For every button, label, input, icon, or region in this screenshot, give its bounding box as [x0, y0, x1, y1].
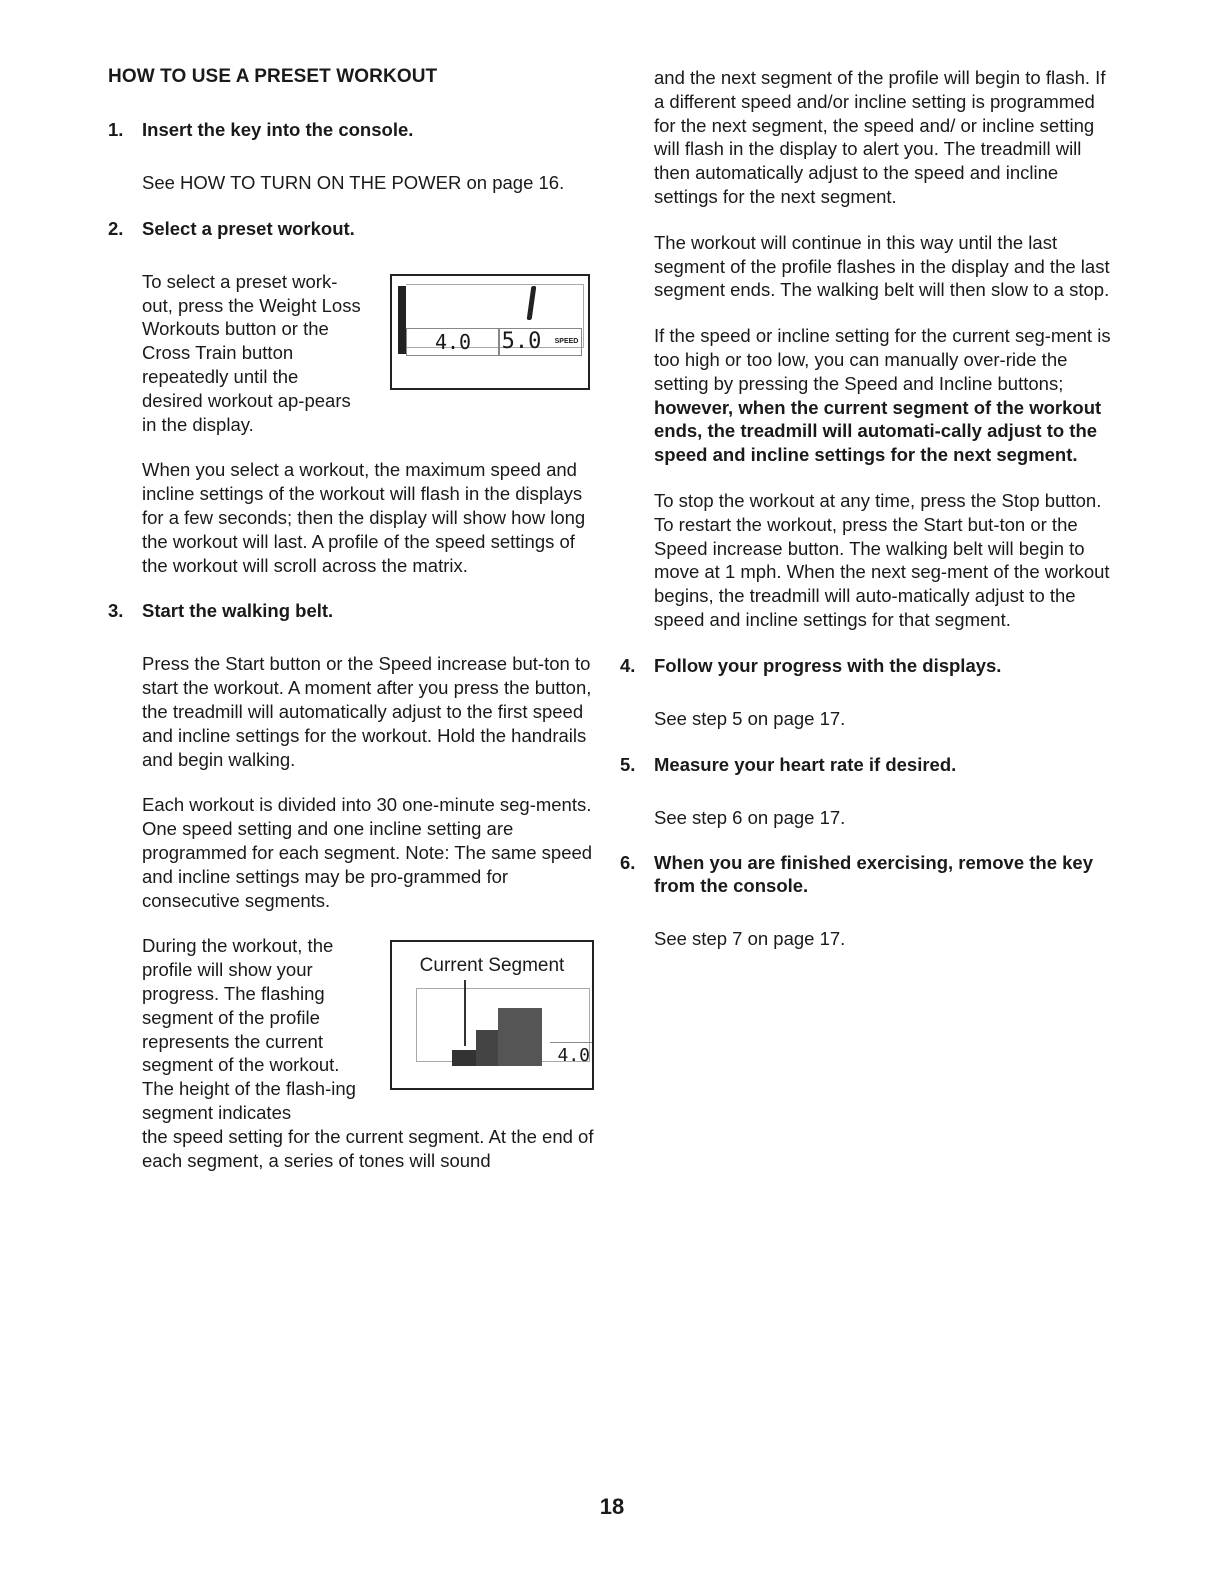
step-number: 5. — [620, 753, 636, 775]
display-edge-bar — [398, 286, 406, 354]
step-paragraph: When you select a workout, the maximum speed and incline settings of the workout will flash in the displays for a few seconds; then the display will show how long the workout will last. A profile of the speed settings of the workout will scroll across the matrix. — [142, 459, 586, 576]
step-1 — [108, 118, 594, 195]
step-paragraph-continued: the speed setting for the current segment. At the end of each segment, a series of tones will sound — [142, 1125, 594, 1171]
incline-readout: 4.0 — [406, 328, 500, 356]
step-paragraph: During the workout, the profile will show your progress. The flashing segment of the profile represents the current segment of the workout. The height of the flash-ing segment indicates — [142, 935, 356, 1123]
step-3 — [108, 599, 594, 1172]
incline-readout: 4.0 — [550, 1042, 592, 1069]
step-4 — [620, 654, 1120, 731]
step-number: 6. — [620, 852, 636, 874]
step-paragraph: Each workout is divided into 30 one-minute seg-ments. One speed setting and one incline setting are programmed for each segment. Note: The same speed and incline settings may be pro-grammed for consecutive segments. — [142, 794, 593, 911]
step-paragraph: Press the Start button or the Speed increase but-ton to start the workout. A moment after you press the button, the treadmill will automatically adjust to the first speed and incline settings for the workout. Hold the handrails and begin walking. — [142, 653, 592, 770]
step-heading: Select a preset workout. — [142, 217, 355, 239]
step-paragraph: To select a preset work-out, press the Weight Loss Workouts button or the Cross Train button repeatedly until the desired workout ap-pears in the display. — [142, 270, 361, 435]
step-paragraph — [620, 324, 1120, 467]
figure-text-wrap — [108, 934, 594, 1172]
speed-value: 5.0 — [501, 328, 542, 354]
step-paragraph: To stop the workout at any time, press the Stop button. To restart the workout, press the Start but-ton or the Speed increase button. The walking belt will begin to move at 1 mph. When the next seg-ment of the workout begins, the treadmill will auto-matically adjust to the speed and incline settings for that segment. — [654, 489, 1110, 630]
step-number: 4. — [620, 654, 636, 676]
step-paragraph: See step 7 on page 17. — [654, 928, 846, 950]
step-6 — [620, 851, 1120, 951]
current-segment-label: Current Segment — [419, 955, 565, 977]
step-5 — [620, 753, 1120, 830]
profile-matrix-figure — [390, 940, 594, 1090]
figure-text-wrap — [108, 270, 594, 437]
console-display-figure — [390, 274, 590, 390]
step-number: 3. — [108, 600, 124, 622]
warning-text: however, when the current segment of the workout ends, the treadmill will automati-cally adjust to the speed and incline settings for the next segment. — [654, 396, 1102, 466]
step-paragraph: See step 5 on page 17. — [654, 707, 846, 729]
step-paragraph: See HOW TO TURN ON THE POWER on page 16. — [142, 172, 565, 193]
current-segment-bar — [498, 1008, 542, 1066]
step-heading: Start the walking belt. — [142, 600, 334, 622]
step-heading: Measure your heart rate if desired. — [654, 753, 957, 775]
right-column — [620, 66, 1120, 973]
step-paragraph: and the next segment of the profile will begin to flash. If a different speed and/or incline setting is programmed for the next segment, the speed and/ or incline setting will flash in the display to alert you. The treadmill will then automatically adjust to the speed and incline settings for the next segment. — [654, 67, 1106, 207]
paragraph-text: If the speed or incline setting for the current seg-ment is too high or too low, you can manually over-ride the setting by pressing the Speed and Incline buttons; — [654, 325, 1111, 394]
speed-label: SPEED — [554, 337, 579, 345]
step-paragraph: See step 6 on page 17. — [654, 806, 846, 828]
left-column — [108, 66, 594, 1172]
step-2 — [108, 217, 594, 578]
step-heading: When you are finished exercising, remove the key from the console. — [654, 852, 1094, 897]
page-number: 18 — [599, 1494, 625, 1519]
step-paragraph: The workout will continue in this way until the last segment of the profile flashes in the display and the last segment ends. The walking belt will then slow to a stop. — [654, 231, 1110, 301]
step-heading: Follow your progress with the displays. — [654, 654, 1002, 676]
speed-readout — [498, 328, 582, 356]
step-number: 2. — [108, 217, 124, 239]
step-heading: Insert the key into the console. — [142, 119, 414, 140]
step-number: 1. — [108, 119, 124, 140]
pointer-line — [464, 980, 466, 1046]
section-title: HOW TO USE A PRESET WORKOUT — [108, 66, 438, 87]
